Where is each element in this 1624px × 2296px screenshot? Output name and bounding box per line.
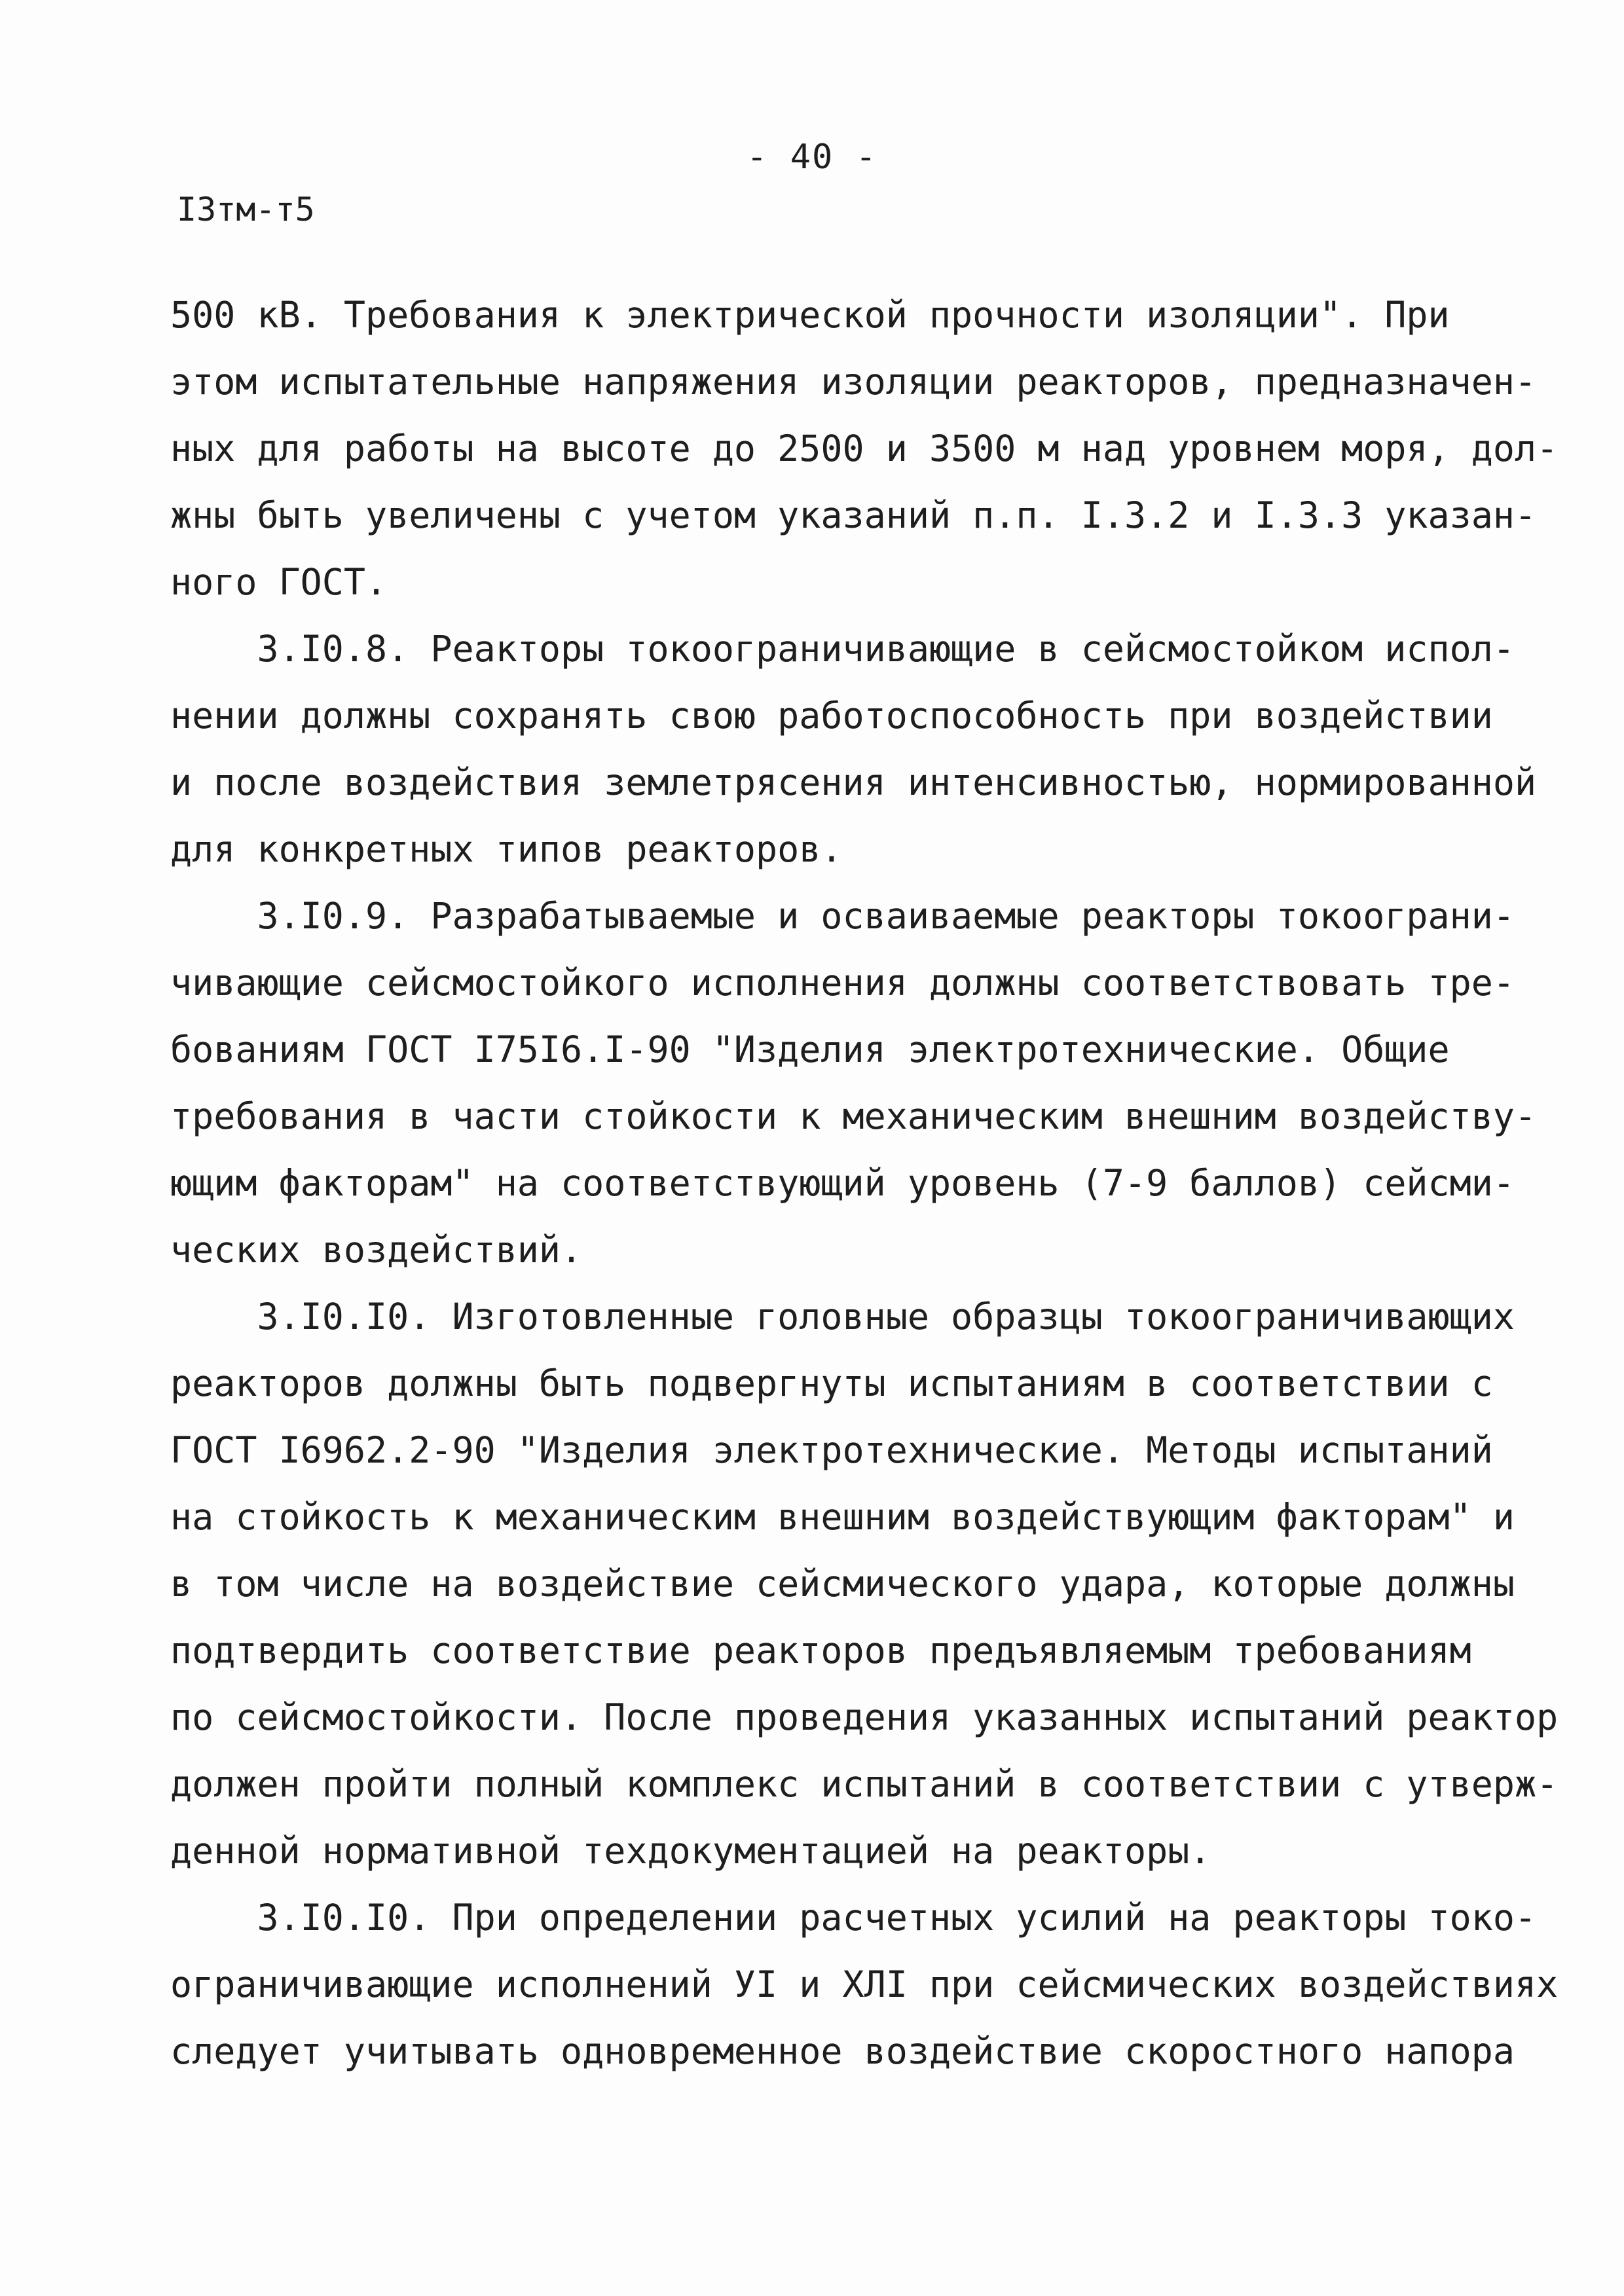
text-line: денной нормативной техдокументацией на реакторы. xyxy=(170,1830,1211,1872)
document-code: I3тм-т5 xyxy=(177,191,315,228)
text-line: 3.I0.9. Разрабатываемые и осваиваемые реакторы токоограни- xyxy=(170,895,1515,937)
text-line: 3.I0.8. Реакторы токоограничивающие в сейсмостойком испол- xyxy=(170,628,1515,670)
text-line: в том числе на воздействие сейсмического удара, которые должны xyxy=(170,1563,1515,1605)
body-text xyxy=(170,282,1559,2085)
page-number: - 40 - xyxy=(747,137,877,177)
text-line: для конкретных типов реакторов. xyxy=(170,828,843,870)
text-line: должен пройти полный комплекс испытаний в соответствии с утверж- xyxy=(170,1763,1559,1805)
text-line: следует учитывать одновременное воздействие скоростного напора xyxy=(170,2030,1515,2072)
text-line: подтвердить соответствие реакторов предъявляемым требованиям xyxy=(170,1630,1471,1671)
text-line: 3.I0.I0. Изготовленные головные образцы токоограничивающих xyxy=(170,1296,1515,1338)
text-line: 500 кВ. Требования к электрической прочности изоляции". При xyxy=(170,294,1450,336)
text-line: нении должны сохранять свою работоспособность при воздействии xyxy=(170,695,1493,737)
text-line: бованиям ГОСТ I75I6.I-90 "Изделия электротехнические. Общие xyxy=(170,1029,1450,1070)
text-line: ГОСТ I6962.2-90 "Изделия электротехнические. Методы испытаний xyxy=(170,1429,1493,1471)
text-line: реакторов должны быть подвергнуты испытаниям в соответствии с xyxy=(170,1362,1493,1404)
text-line: ограничивающие исполнений УI и ХЛI при сейсмических воздействиях xyxy=(170,1963,1559,2005)
text-line: чивающие сейсмостойкого исполнения должны соответствовать тре- xyxy=(170,962,1515,1004)
text-line: по сейсмостойкости. После проведения указанных испытаний реактор xyxy=(170,1696,1559,1738)
text-line: жны быть увеличены с учетом указаний п.п. I.3.2 и I.3.3 указан- xyxy=(170,494,1537,536)
text-line: этом испытательные напряжения изоляции реакторов, предназначен- xyxy=(170,361,1537,403)
text-line: и после воздействия землетрясения интенсивностью, нормированной xyxy=(170,761,1537,803)
text-line: требования в части стойкости к механическим внешним воздейству- xyxy=(170,1095,1537,1137)
text-line: ного ГОСТ. xyxy=(170,561,388,603)
text-line: ющим факторам" на соответствующий уровень (7-9 баллов) сейсми- xyxy=(170,1162,1515,1204)
text-line: ных для работы на высоте до 2500 и 3500 м над уровнем моря, дол- xyxy=(170,428,1559,469)
text-line: 3.I0.I0. При определении расчетных усилий на реакторы токо- xyxy=(170,1897,1537,1939)
text-line: ческих воздействий. xyxy=(170,1229,583,1271)
text-line: на стойкость к механическим внешним воздействующим факторам" и xyxy=(170,1496,1515,1538)
